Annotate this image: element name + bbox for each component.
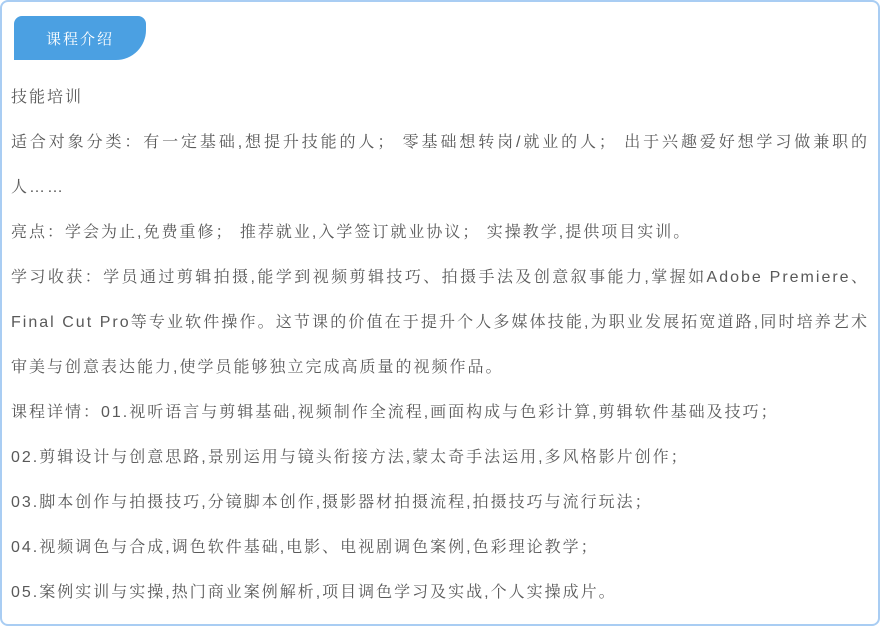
course-paragraph: 04.视频调色与合成,调色软件基础,电影、电视剧调色案例,色彩理论教学；: [11, 539, 599, 556]
course-paragraph: 05.案例实训与实操,热门商业案例解析,项目调色学习及实战,个人实操成片。: [11, 584, 617, 601]
tab-course-intro[interactable]: [14, 16, 146, 60]
tab-course-intro-label: 课程介绍: [45, 30, 114, 48]
course-paragraph: 课程详情：01.视听语言与剪辑基础,视频制作全流程,画面构成与色彩计算,剪辑软件基础及技巧；: [11, 404, 779, 421]
course-description: [2, 60, 878, 615]
course-paragraph: 03.脚本创作与拍摄技巧,分镜脚本创作,摄影器材拍摄流程,拍摄技巧与流行玩法；: [11, 494, 653, 511]
course-paragraph: 亮点：学会为止,免费重修； 推荐就业,入学签订就业协议； 实操教学,提供项目实训。: [11, 224, 692, 241]
course-paragraph: 学习收获：学员通过剪辑拍摄,能学到视频剪辑技巧、拍摄手法及创意叙事能力,掌握如Adobe Premiere、Final Cut Pro等专业软件操作。这节课的价值在于提升个人多媒体技能,为职业发展拓宽道路,同时培养艺术审美与创意表达能力,使学员能够独立完成高质量的视频作品。: [11, 269, 869, 376]
course-paragraph: 02.剪辑设计与创意思路,景别运用与镜头衔接方法,蒙太奇手法运用,多风格影片创作；: [11, 449, 689, 466]
course-paragraph: 技能培训: [11, 89, 84, 106]
course-paragraph: 适合对象分类：有一定基础,想提升技能的人； 零基础想转岗/就业的人； 出于兴趣爱好想学习做兼职的人……: [11, 134, 869, 196]
